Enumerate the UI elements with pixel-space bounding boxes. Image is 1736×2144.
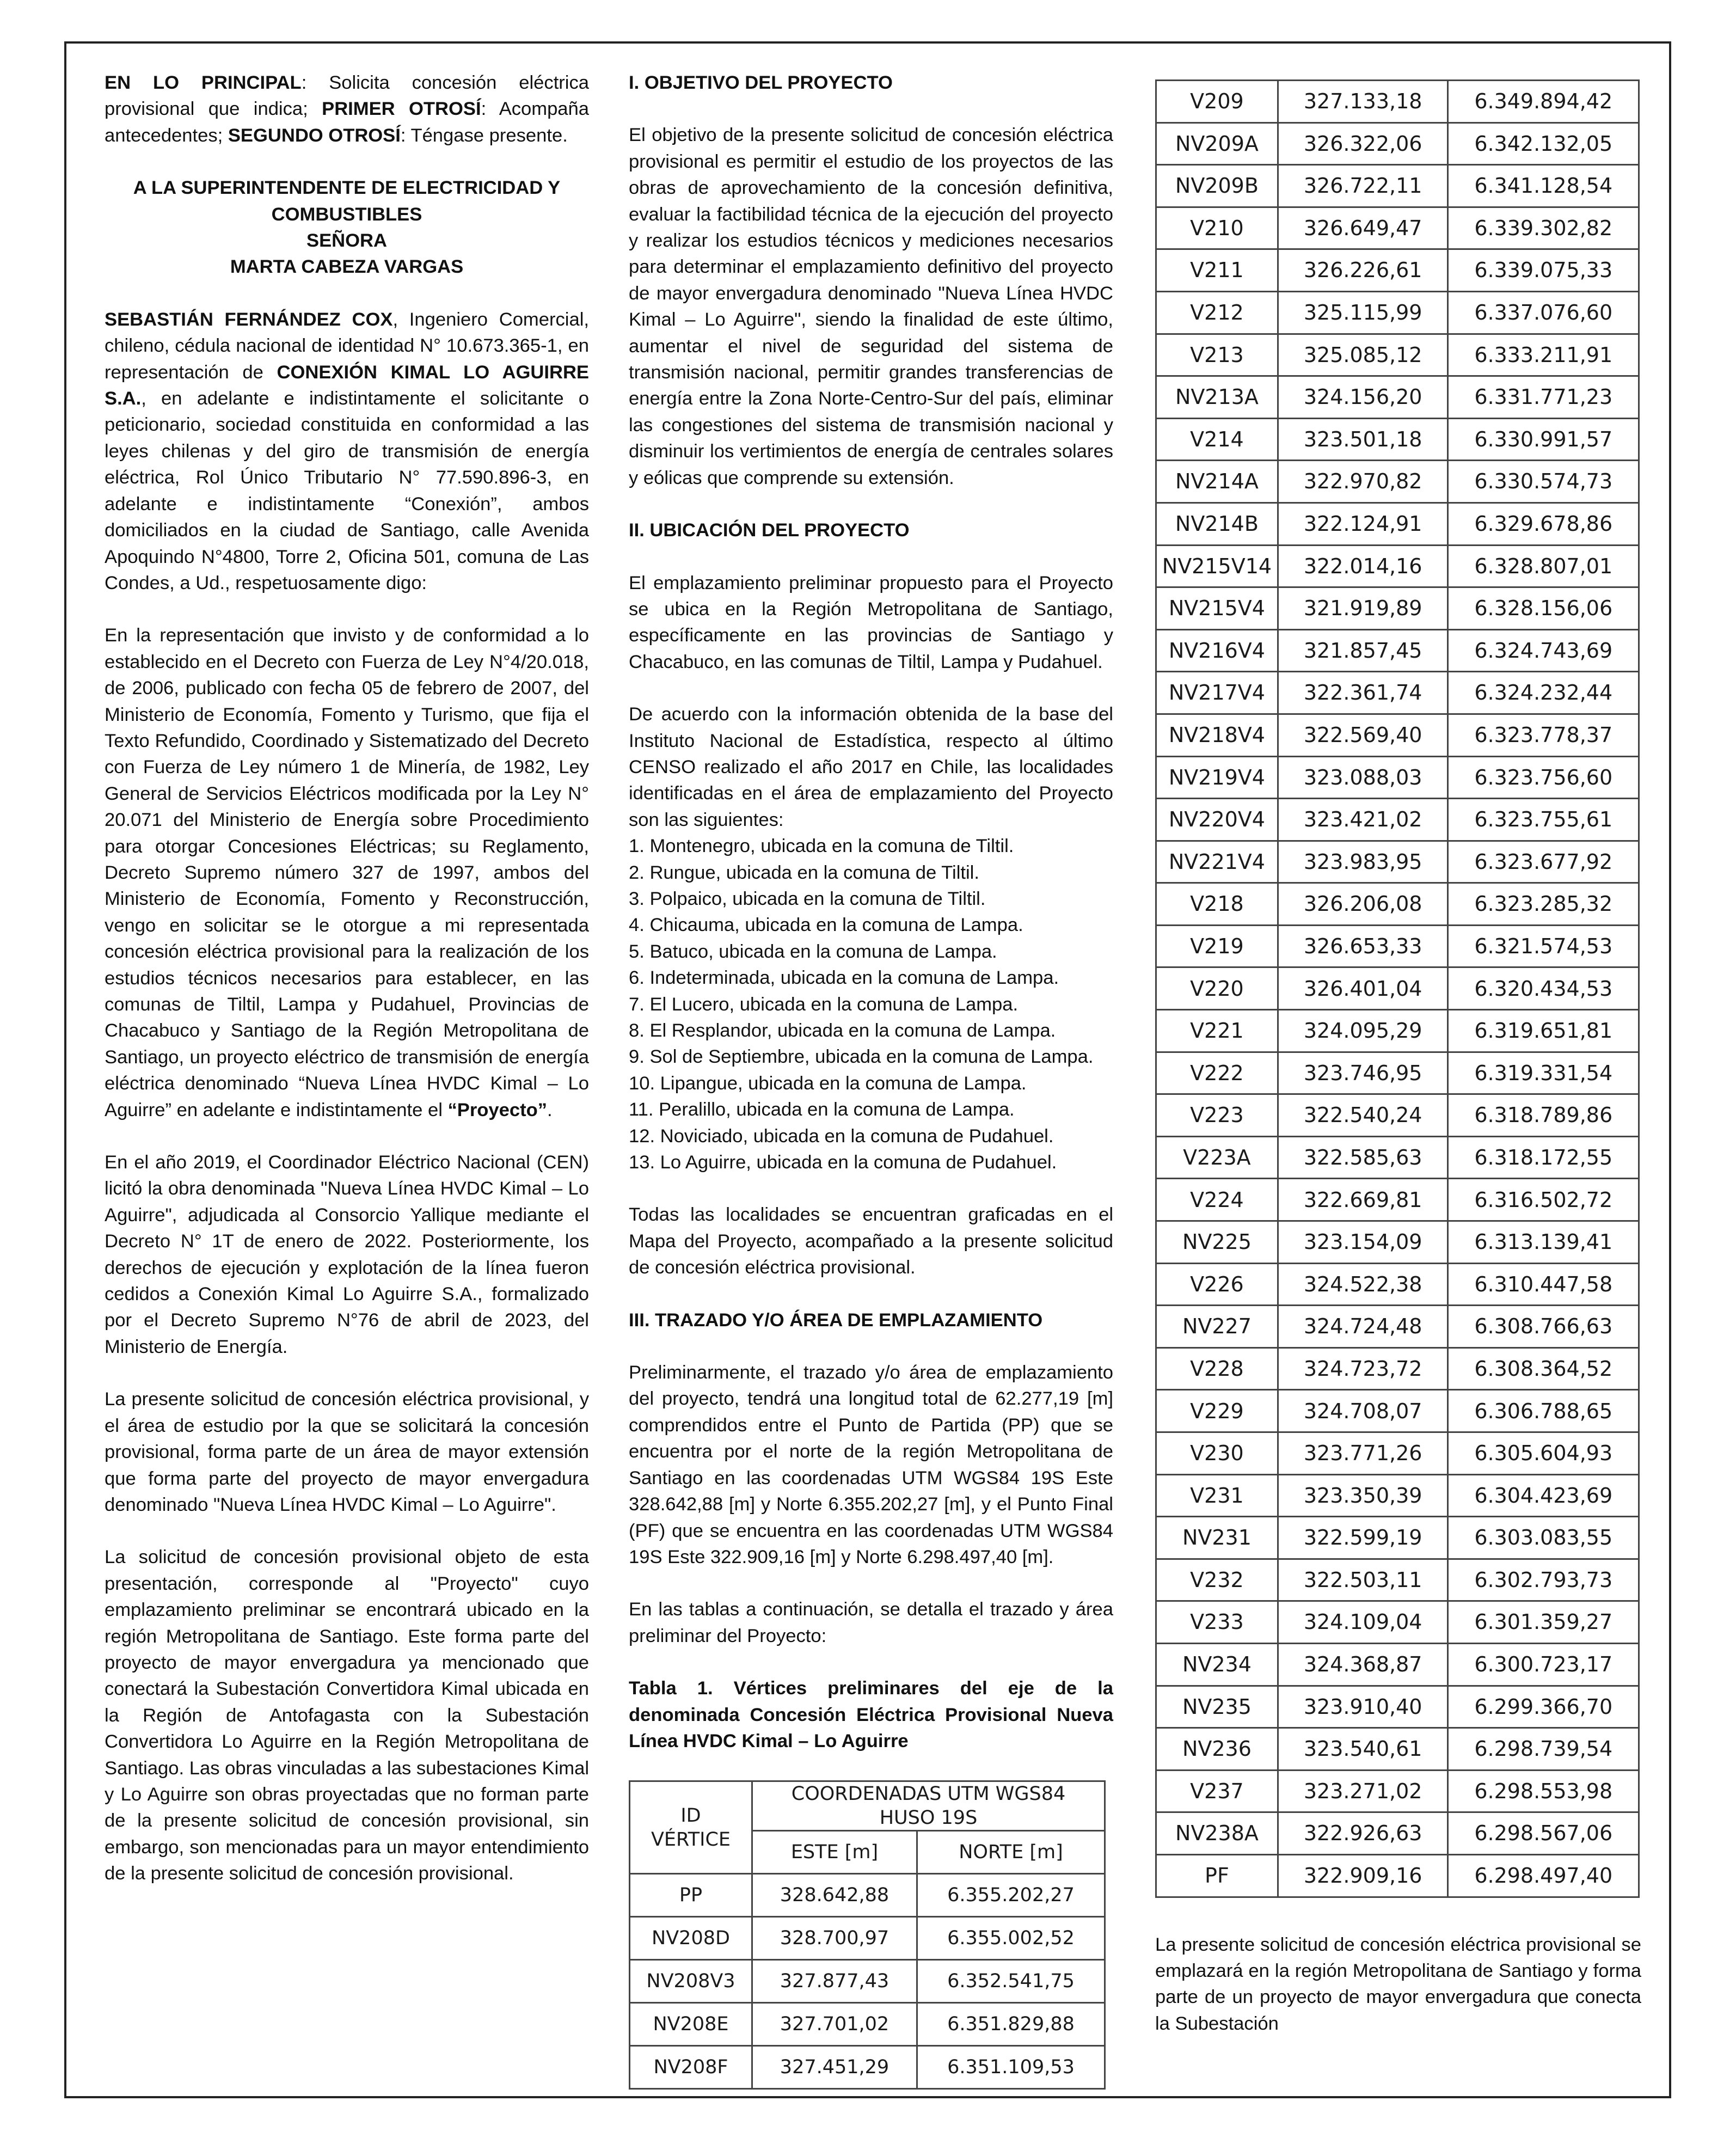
cell-este: 323.271,02 [1278,1770,1448,1812]
table-row [1156,1263,1639,1306]
locality-item: 6. Indeterminada, ubicada en la comuna de Lampa. [629,967,1059,989]
cell-id: V228 [1156,1347,1278,1390]
cell-este: 324.708,07 [1278,1390,1448,1432]
cell-norte: 6.351.109,53 [917,2046,1105,2089]
cell-norte: 6.306.788,65 [1448,1390,1639,1432]
table-row [1156,1854,1639,1897]
cell-id: V224 [1156,1179,1278,1221]
cell-norte: 6.323.756,60 [1448,756,1639,799]
cell-id: NV215V4 [1156,587,1278,630]
locality-item: 9. Sol de Septiembre, ubicada en la comuna de Lampa. [629,1046,1094,1068]
cell-norte: 6.318.172,55 [1448,1136,1639,1179]
section-3-text-2: En las tablas a continuación, se detalla el trazado y área preliminar del Proyecto: [629,1599,1113,1646]
locality-item: 5. Batuco, ubicada en la comuna de Lampa. [629,941,997,962]
cell-id: V221 [1156,1010,1278,1052]
vertices-table-part-1 [629,1780,1106,2090]
vertices-table-part-2 [1155,79,1640,1898]
table-row [1156,1136,1639,1179]
primer-otrosi-text: Acompaña antecedentes; [105,99,589,146]
table-row [630,2003,1105,2046]
table-row [1156,418,1639,461]
cell-norte: 6.330.574,73 [1448,461,1639,503]
cen-paragraph: En el año 2019, el Coordinador Eléctrico Nacional (CEN) licitó la obra denominada "Nueva Línea HVDC Kimal – Lo Aguirre", adjudicada al Consorcio Yallique mediante el Decreto N° 1T de enero de 2022. Posteriormente, los derechos de ejecución y explotación de la línea fueron cedidos a Conexión Kimal Lo Aguirre S.A., formalizado por el Decreto Supremo N°76 de abril de 2023, del Ministerio de Energía. [105,1152,589,1357]
table-row [1156,249,1639,292]
table-row [1156,1686,1639,1728]
table-row [1156,1432,1639,1475]
principal-text: Solicita concesión eléctrica provisional que indica; [105,72,590,120]
cell-id: V219 [1156,925,1278,967]
cell-id: NV234 [1156,1643,1278,1686]
cell-norte: 6.318.789,86 [1448,1094,1639,1137]
section-2-text-1: El emplazamiento preliminar propuesto para el Proyecto se ubica en la Región Metropolitana de Santiago, específicamente en las provincias de Santiago y Chacabuco, en las comunas de Tiltil, Lampa y Pudahuel. [629,572,1113,672]
cell-norte: 6.308.364,52 [1448,1347,1639,1390]
cell-este: 326.322,06 [1278,122,1448,165]
cell-norte: 6.341.128,54 [1448,165,1639,207]
cell-id: V213 [1156,334,1278,376]
cell-este: 326.206,08 [1278,883,1448,926]
locality-item: 4. Chicauma, ubicada en la comuna de Lampa. [629,915,1023,936]
cell-este: 324.095,29 [1278,1010,1448,1052]
table-row [1156,1306,1639,1348]
addressee-line-2: COMBUSTIBLES [271,204,422,225]
header-id-line-2: VÉRTICE [651,1828,731,1851]
cell-norte: 6.330.991,57 [1448,418,1639,461]
cell-norte: 6.305.604,93 [1448,1432,1639,1475]
cell-norte: 6.323.778,37 [1448,714,1639,756]
cell-id: NV235 [1156,1686,1278,1728]
table-row [1156,334,1639,376]
cell-norte: 6.316.502,72 [1448,1179,1639,1221]
section-3-text-1: Preliminarmente, el trazado y/o área de emplazamiento del proyecto, tendrá una longitud total de 62.277,19 [m] comprendidos entre el Punto de Partida (PP) que se encuentra por el norte de la región Metropolitana de Santiago en las coordenadas UTM WGS84 19S Este 328.642,88 [m] y Norte 6.355.202,27 [m], y el Punto Final (PF) que se encuentra en las coordenadas UTM WGS84 19S Este 322.909,16 [m] y Norte 6.298.497,40 [m]. [629,1362,1113,1567]
table-row [1156,1010,1639,1052]
table-row [1156,587,1639,630]
cell-norte: 6.331.771,23 [1448,376,1639,419]
table-row [630,1917,1105,1960]
table-row [1156,1347,1639,1390]
cell-este: 325.115,99 [1278,291,1448,334]
cell-norte: 6.337.076,60 [1448,291,1639,334]
cell-norte: 6.355.202,27 [917,1874,1105,1917]
addressee-line-1: A LA SUPERINTENDENTE DE ELECTRICIDAD Y [133,177,561,199]
cell-este: 326.226,61 [1278,249,1448,292]
table-row [630,1874,1105,1917]
cell-id: V223 [1156,1094,1278,1137]
addressee-line-3: SEÑORA [306,230,387,252]
petitioner-text: , Ingeniero Comercial, chileno, cédula nacional de identidad N° 10.673.365-1, en representación de [105,309,589,383]
cell-id: NV216V4 [1156,629,1278,672]
table-row [1156,291,1639,334]
cell-este: 322.669,81 [1278,1179,1448,1221]
proyecto-term: “Proyecto” [447,1099,548,1120]
locality-item: 8. El Resplandor, ubicada en la comuna de Lampa. [629,1020,1056,1041]
cell-este: 324.109,04 [1278,1601,1448,1644]
cell-norte: 6.301.359,27 [1448,1601,1639,1644]
cell-id: V229 [1156,1390,1278,1432]
cell-norte: 6.300.723,17 [1448,1643,1639,1686]
table-row [1156,165,1639,207]
table-row [1156,1559,1639,1601]
cell-norte: 6.321.574,53 [1448,925,1639,967]
cell-norte: 6.298.567,06 [1448,1812,1639,1855]
cell-este: 321.919,89 [1278,587,1448,630]
table-row [1156,207,1639,249]
cell-este: 322.909,16 [1278,1854,1448,1897]
header-id [630,1781,752,1874]
cell-este: 325.085,12 [1278,334,1448,376]
section-2-text-2: De acuerdo con la información obtenida de la base del Instituto Nacional de Estadística, respecto al último CENSO realizado el año 2017 en Chile, las localidades identificadas en el área de emplazamiento del Proyecto son las siguientes: [629,704,1113,830]
cell-este: 323.350,39 [1278,1474,1448,1517]
cell-norte: 6.329.678,86 [1448,503,1639,545]
cell-id: V222 [1156,1052,1278,1094]
cell-este: 323.746,95 [1278,1052,1448,1094]
cell-norte: 6.324.743,69 [1448,629,1639,672]
section-2-title: II. UBICACIÓN DEL PROYECTO [629,520,910,541]
cell-norte: 6.323.755,61 [1448,799,1639,841]
cell-id: PP [630,1874,752,1917]
table-row [1156,1770,1639,1812]
cell-este: 322.599,19 [1278,1517,1448,1559]
table-row [1156,1179,1639,1221]
locality-item: 3. Polpaico, ubicada en la comuna de Tiltil. [629,888,986,909]
representation-end: . [547,1099,553,1120]
locality-item: 13. Lo Aguirre, ubicada en la comuna de Pudahuel. [629,1152,1057,1173]
cell-norte: 6.355.002,52 [917,1917,1105,1960]
cell-norte: 6.342.132,05 [1448,122,1639,165]
localities-list [629,833,1113,1175]
cell-norte: 6.320.434,53 [1448,967,1639,1010]
cell-id: NV220V4 [1156,799,1278,841]
section-1-title: I. OBJETIVO DEL PROYECTO [629,72,893,93]
area-paragraph: La presente solicitud de concesión eléctrica provisional, y el área de estudio por la que se solicitará la concesión provisional, forma parte de un área de mayor extensión que forma parte del proyecto de mayor envergadura denominado "Nueva Línea HVDC Kimal – Lo Aguirre". [105,1389,589,1515]
cell-id: NV225 [1156,1221,1278,1264]
table-row [1156,1474,1639,1517]
cell-este: 323.421,02 [1278,799,1448,841]
cell-id: V230 [1156,1432,1278,1475]
cell-este: 324.156,20 [1278,376,1448,419]
table-row [1156,122,1639,165]
cell-norte: 6.333.211,91 [1448,334,1639,376]
table-row [1156,503,1639,545]
cell-este: 327.701,02 [752,2003,917,2046]
cell-id: NV217V4 [1156,672,1278,714]
cell-este: 326.722,11 [1278,165,1448,207]
cell-este: 327.877,43 [752,1960,917,2003]
cell-este: 323.910,40 [1278,1686,1448,1728]
cell-este: 324.522,38 [1278,1263,1448,1306]
table-row [1156,376,1639,419]
table-row [1156,1221,1639,1264]
cell-id: NV208D [630,1917,752,1960]
cell-norte: 6.298.553,98 [1448,1770,1639,1812]
cell-este: 323.983,95 [1278,841,1448,883]
cell-este: 323.501,18 [1278,418,1448,461]
cell-norte: 6.304.423,69 [1448,1474,1639,1517]
cell-norte: 6.302.793,73 [1448,1559,1639,1601]
petitioner-paragraph [105,307,589,596]
cell-este: 322.361,74 [1278,672,1448,714]
cell-id: V218 [1156,883,1278,926]
cell-norte: 6.323.677,92 [1448,841,1639,883]
addressee-block [105,175,589,280]
cell-id: PF [1156,1854,1278,1897]
table-row [1156,1094,1639,1137]
cell-norte: 6.339.075,33 [1448,249,1639,292]
cell-norte: 6.319.331,54 [1448,1052,1639,1094]
cell-id: NV208F [630,2046,752,2089]
cell-id: V237 [1156,1770,1278,1812]
table-row [1156,545,1639,587]
header-id-line-1: ID [680,1804,701,1827]
table-row [1156,629,1639,672]
cell-id: NV214A [1156,461,1278,503]
intro-paragraph: EN LO PRINCIPAL: Solicita concesión eléctrica provisional que indica; PRIMER OTROSÍ: Acompaña antecedentes; SEGUNDO OTROSÍ: Téngase presente. [105,72,590,146]
locality-item: 1. Montenegro, ubicada en la comuna de Tiltil. [629,836,1014,857]
cell-id: NV213A [1156,376,1278,419]
cell-norte: 6.328.156,06 [1448,587,1639,630]
cell-id: NV215V14 [1156,545,1278,587]
representation-text: En la representación que invisto y de conformidad a lo establecido en el Decreto con Fuerza de Ley N°4/20.018, de 2006, publicado con fecha 05 de febrero de 2007, del Ministerio de Economía, Fomento y Turismo, que fija el Texto Refundido, Coordinado y Sistematizado del Decreto con Fuerza de Ley número 1 de Minería, de 1982, Ley General de Servicios Eléctricos modificada por la Ley N° 20.071 del Ministerio de Energía sobre Procedimiento para otorgar Concesiones Eléctricas; su Reglamento, Decreto Supremo número 327 de 1997, ambos del Ministerio de Economía, Fomento y Reconstrucción, vengo en solicitar se le otorgue a mi representada concesión eléctrica provisional para la realización de los estudios técnicos necesarios para establecer, en las comunas de Tiltil, Lampa y Pudahuel, Provincias de Chacabuco y Santiago de la Región Metropolitana de Santiago, un proyecto eléctrico de transmisión de energía eléctrica denominado “Nueva Línea HVDC Kimal – Lo Aguirre” en adelante e indistintamente el [105,625,589,1120]
table-row [1156,461,1639,503]
cell-este: 323.771,26 [1278,1432,1448,1475]
cell-norte: 6.323.285,32 [1448,883,1639,926]
table-row [1156,1643,1639,1686]
cell-este: 322.970,82 [1278,461,1448,503]
cell-id: V209 [1156,81,1278,123]
locality-item: 2. Rungue, ubicada en la comuna de Tiltil. [629,862,979,883]
solicitud-paragraph: La solicitud de concesión provisional objeto de esta presentación, corresponde al "Proyecto" cuyo emplazamiento preliminar se encontrará ubicado en la región Metropolitana de Santiago. Este forma parte del proyecto de mayor envergadura ya mencionado que conectará la Subestación Convertidora Kimal ubicada en la Región de Antofagasta con la Subestación Convertidora Lo Aguirre en la Región Metropolitana de Santiago. Las obras vinculadas a las subestaciones Kimal y Lo Aguirre son obras proyectadas que no forman parte de la presente solicitud de concesión provisional, sin embargo, son mencionadas para un mayor entendimiento de la presente solicitud de concesión provisional. [105,1547,589,1884]
cell-este: 322.569,40 [1278,714,1448,756]
cell-este: 327.133,18 [1278,81,1448,123]
cell-este: 324.723,72 [1278,1347,1448,1390]
cell-id: V220 [1156,967,1278,1010]
cell-norte: 6.298.739,54 [1448,1728,1639,1771]
cell-este: 323.540,61 [1278,1728,1448,1771]
cell-este: 328.642,88 [752,1874,917,1917]
header-este: ESTE [m] [752,1831,917,1874]
locality-item: 11. Peralillo, ubicada en la comuna de Lampa. [629,1099,1015,1120]
table-row [630,1960,1105,2003]
table-row [1156,883,1639,926]
principal-label: EN LO PRINCIPAL [105,72,302,93]
closing-paragraph: La presente solicitud de concesión eléctrica provisional se emplazará en la región Metropolitana de Santiago y forma parte de un proyecto de mayor envergadura que conecta la Subestación [1155,1934,1641,2034]
cell-norte: 6.308.766,63 [1448,1306,1639,1348]
cell-norte: 6.339.302,82 [1448,207,1639,249]
table-row [1156,1728,1639,1771]
header-coords [752,1781,1105,1831]
cell-este: 322.585,63 [1278,1136,1448,1179]
table-row [1156,1601,1639,1644]
cell-este: 323.154,09 [1278,1221,1448,1264]
representation-paragraph [105,622,589,1123]
cell-id: NV219V4 [1156,756,1278,799]
table-row [1156,714,1639,756]
cell-id: V232 [1156,1559,1278,1601]
header-norte: NORTE [m] [917,1831,1105,1874]
cell-este: 322.124,91 [1278,503,1448,545]
cell-id: NV231 [1156,1517,1278,1559]
table-row [1156,1812,1639,1855]
cell-este: 322.014,16 [1278,545,1448,587]
section-2-text-3: Todas las localidades se encuentran graficadas en el Mapa del Proyecto, acompañado a la presente solicitud de concesión eléctrica provisional. [629,1204,1113,1278]
section-1-text: El objetivo de la presente solicitud de concesión eléctrica provisional es permitir el estudio de los proyectos de las obras de aprovechamiento de la concesión definitiva, evaluar la factibilidad técnica de la ejecución del proyecto y realizar los estudios técnicos y mediciones necesarios para determinar el emplazamiento definitivo del proyecto de mayor envergadura denominado "Nueva Línea HVDC Kimal – Lo Aguirre", siendo la finalidad de este último, aumentar el nivel de seguridad del sistema de transmisión nacional, permitir grandes transferencias de energía entre la Zona Norte-Centro-Sur del país, eliminar las congestiones del sistema de transmisión nacional y disminuir los vertimientos de energía de centrales solares y eólicas que comprende su extensión. [629,125,1113,488]
locality-item: 10. Lipangue, ubicada en la comuna de Lampa. [629,1073,1027,1094]
cell-norte: 6.319.651,81 [1448,1010,1639,1052]
cell-norte: 6.299.366,70 [1448,1686,1639,1728]
table-row [1156,799,1639,841]
cell-este: 323.088,03 [1278,756,1448,799]
primer-otrosi-label: PRIMER OTROSÍ [322,99,481,120]
column-right [1155,82,1641,2063]
cell-id: V214 [1156,418,1278,461]
cell-norte: 6.324.232,44 [1448,672,1639,714]
table-row [1156,967,1639,1010]
cell-norte: 6.349.894,42 [1448,81,1639,123]
column-middle [629,70,1113,2090]
cell-id: NV227 [1156,1306,1278,1348]
cell-id: V223A [1156,1136,1278,1179]
cell-id: V226 [1156,1263,1278,1306]
petitioner-name: SEBASTIÁN FERNÁNDEZ COX [105,309,393,330]
cell-este: 327.451,29 [752,2046,917,2089]
cell-id: NV208E [630,2003,752,2046]
cell-norte: 6.313.139,41 [1448,1221,1639,1264]
cell-norte: 6.303.083,55 [1448,1517,1639,1559]
cell-id: NV221V4 [1156,841,1278,883]
cell-este: 326.649,47 [1278,207,1448,249]
cell-id: NV214B [1156,503,1278,545]
cell-id: V211 [1156,249,1278,292]
cell-id: V210 [1156,207,1278,249]
table-row [1156,81,1639,123]
table-row [1156,1517,1639,1559]
locality-item: 7. El Lucero, ubicada en la comuna de Lampa. [629,994,1019,1015]
segundo-otrosi-text: Téngase presente. [410,125,568,146]
cell-id: V231 [1156,1474,1278,1517]
table-row [1156,672,1639,714]
section-3-title: III. TRAZADO Y/O ÁREA DE EMPLAZAMIENTO [629,1309,1043,1331]
cell-este: 328.700,97 [752,1917,917,1960]
company-name: CONEXIÓN KIMAL LO AGUIRRE S.A. [105,362,589,409]
table-row [1156,1390,1639,1432]
segundo-otrosi-label: SEGUNDO OTROSÍ [228,125,401,146]
cell-id: NV208V3 [630,1960,752,2003]
header-coords-line-1: COORDENADAS UTM WGS84 [791,1783,1066,1805]
locality-item: 12. Noviciado, ubicada en la comuna de Pudahuel. [629,1125,1054,1147]
cell-id: V233 [1156,1601,1278,1644]
cell-id: NV218V4 [1156,714,1278,756]
header-coords-line-2: HUSO 19S [879,1807,978,1829]
table-row [1156,841,1639,883]
cell-norte: 6.310.447,58 [1448,1263,1639,1306]
cell-este: 321.857,45 [1278,629,1448,672]
cell-este: 326.653,33 [1278,925,1448,967]
company-text: , en adelante e indistintamente el solicitante o peticionario, sociedad constituida en conformidad a las leyes chilenas y del giro de transmisión de energía eléctrica, Rol Único Tributario N° 77.590.896-3, en adelante e indistintamente “Conexión”, ambos domiciliados en la ciudad de Santiago, calle Avenida Apoquindo N°4800, Torre 2, Oficina 501, comuna de Las Condes, a Ud., respetuosamente digo: [105,388,589,593]
cell-norte: 6.328.807,01 [1448,545,1639,587]
cell-este: 322.540,24 [1278,1094,1448,1137]
table-caption: Tabla 1. Vértices preliminares del eje de la denominada Concesión Eléctrica Provisional Nueva Línea HVDC Kimal – Lo Aguirre [629,1678,1113,1751]
cell-id: NV238A [1156,1812,1278,1855]
cell-norte: 6.351.829,88 [917,2003,1105,2046]
cell-norte: 6.298.497,40 [1448,1854,1639,1897]
cell-este: 322.503,11 [1278,1559,1448,1601]
cell-este: 324.368,87 [1278,1643,1448,1686]
cell-id: NV209B [1156,165,1278,207]
cell-id: V212 [1156,291,1278,334]
table-row [1156,756,1639,799]
cell-este: 324.724,48 [1278,1306,1448,1348]
addressee-line-4: MARTA CABEZA VARGAS [230,256,464,278]
table-row [630,2046,1105,2089]
cell-norte: 6.352.541,75 [917,1960,1105,2003]
cell-este: 322.926,63 [1278,1812,1448,1855]
cell-id: NV236 [1156,1728,1278,1771]
column-left [105,70,589,1913]
cell-este: 326.401,04 [1278,967,1448,1010]
table-row [1156,1052,1639,1094]
cell-id: NV209A [1156,122,1278,165]
table-row [1156,925,1639,967]
